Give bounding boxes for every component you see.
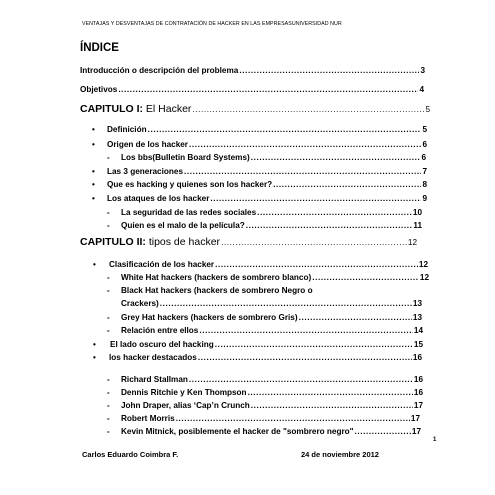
toc-entry[interactable] <box>107 208 422 219</box>
toc-entry-page: 17 <box>413 401 423 410</box>
toc-entry[interactable] <box>107 414 420 425</box>
toc-entry[interactable] <box>93 353 422 364</box>
toc-entry[interactable] <box>107 221 422 232</box>
toc-leader <box>257 208 412 218</box>
toc-entry-page: 16 <box>413 388 423 397</box>
dash-bullet: - <box>107 427 110 436</box>
toc-entry[interactable] <box>92 125 427 136</box>
toc-entry-label: Que es hacking y quienes son los hacker? <box>107 180 273 189</box>
toc-entry-label: Dennis Ritchie y Ken Thompson <box>121 388 247 397</box>
toc-leader <box>312 273 419 283</box>
toc-entry-label: White Hat hackers (hackers de sombrero blanco) <box>121 273 312 282</box>
toc-leader <box>199 326 413 336</box>
toc-entry[interactable] <box>80 85 424 96</box>
toc-leader <box>192 105 424 115</box>
toc-entry-page: 12 <box>418 260 428 269</box>
bullet-icon: • <box>92 140 95 149</box>
toc-entry[interactable] <box>92 140 427 151</box>
toc-chapter-number: CAPITULO II: <box>80 236 146 248</box>
toc-entry-label: Grey Hat hackers (hackers de sombrero Gris) <box>121 313 298 322</box>
toc-entry-label: Las 3 generaciones <box>107 167 183 176</box>
toc-leader <box>184 167 421 177</box>
toc-entry-label: Black Hat hackers (hackers de sombrero Negro o <box>121 286 313 295</box>
dash-bullet: - <box>107 313 110 322</box>
toc-entry-page: 10 <box>412 208 422 217</box>
bullet-icon: • <box>93 340 96 349</box>
toc-entry[interactable] <box>93 340 423 351</box>
dash-bullet: - <box>107 208 110 217</box>
toc-entry-label: El lado oscuro del hacking <box>110 340 214 349</box>
toc-leader <box>189 140 421 150</box>
toc-entry-page: 7 <box>422 167 427 176</box>
toc-leader <box>239 66 419 76</box>
toc-entry-label: Objetivos <box>80 85 118 94</box>
page-title: ÍNDICE <box>80 42 119 54</box>
toc-entry-page: 6 <box>422 140 427 149</box>
toc-entry-label: Crackers) <box>121 299 159 308</box>
dash-bullet: - <box>107 388 110 397</box>
toc-leader <box>198 353 412 363</box>
bullet-icon: • <box>92 125 95 134</box>
toc-leader <box>118 85 418 95</box>
toc-entry[interactable] <box>107 375 423 386</box>
toc-leader <box>273 180 421 190</box>
toc-entry-label: Los ataques de los hacker <box>107 194 210 203</box>
toc-entry[interactable] <box>93 260 428 271</box>
toc-entry[interactable] <box>107 427 421 438</box>
toc-entry-label: los hacker destacados <box>109 353 197 362</box>
bullet-icon: • <box>92 194 95 203</box>
toc-leader <box>221 238 407 248</box>
toc-entry-label: Introducción o descripción del problema <box>80 66 239 75</box>
toc-leader <box>246 221 413 231</box>
toc-entry-label: Clasificación de los hacker <box>109 260 215 269</box>
toc-entry-label: John Draper, alias ‘Cap’n Crunch <box>121 401 250 410</box>
dash-bullet: - <box>107 221 110 230</box>
toc-entry-page: 12 <box>407 238 417 247</box>
toc-entry[interactable] <box>107 273 429 284</box>
footer-date: 24 de noviembre 2012 <box>301 450 379 459</box>
toc-entry-label: Definición <box>107 125 147 134</box>
toc-chapter-title: El Hacker <box>143 103 192 115</box>
page-number: 1 <box>433 437 437 443</box>
toc-entry-label: Quien es el malo de la película? <box>121 221 245 230</box>
toc-entry[interactable] <box>107 313 422 324</box>
toc-entry-page: 16 <box>412 353 422 362</box>
toc-entry-label: Richard Stallman <box>121 375 188 384</box>
toc-leader <box>148 125 422 135</box>
dash-bullet: - <box>107 153 110 162</box>
toc-entry[interactable] <box>92 167 427 178</box>
toc-entry-page: 11 <box>413 221 422 230</box>
dash-bullet: - <box>107 273 110 282</box>
toc-entry-page: 3 <box>420 66 425 75</box>
toc-leader <box>248 388 413 398</box>
toc-entry-page: 17 <box>410 414 420 423</box>
toc-entry-label: Relación entre ellos <box>121 326 199 335</box>
toc-entry-page: 17 <box>411 427 421 436</box>
toc-leader <box>355 427 411 437</box>
dash-bullet: - <box>107 414 110 423</box>
toc-entry-label: Origen de los hacker <box>107 140 188 149</box>
bullet-icon: • <box>92 167 95 176</box>
bullet-icon: • <box>93 260 96 269</box>
bullet-icon: • <box>93 353 96 362</box>
toc-chapter-entry[interactable] <box>80 104 430 117</box>
toc-entry[interactable] <box>107 326 423 337</box>
toc-entry-label: Robert Morris <box>121 414 175 423</box>
toc-chapter-number: CAPITULO I: <box>80 103 143 115</box>
dash-bullet: - <box>107 286 110 295</box>
toc-entry-label: La seguridad de las redes sociales <box>121 208 257 217</box>
toc-entry-label: Los bbs(Bulletin Board Systems) <box>121 153 250 162</box>
toc-entry-page: 4 <box>419 85 424 94</box>
toc-entry-page: 8 <box>422 180 427 189</box>
toc-entry-page: 12 <box>419 273 429 282</box>
toc-entry-page: 15 <box>413 340 423 349</box>
toc-entry-page: 16 <box>413 375 423 384</box>
footer-author: Carlos Eduardo Coimbra F. <box>82 450 179 459</box>
toc-leader <box>160 299 412 309</box>
toc-entry-page: 9 <box>422 194 427 203</box>
toc-chapter-entry[interactable] <box>80 237 417 250</box>
toc-leader <box>210 194 421 204</box>
toc-entry-label: Kevin Mitnick, posiblemente el hacker de "sombrero negro" <box>121 427 354 436</box>
toc-entry-continuation[interactable] <box>121 299 422 310</box>
toc-leader <box>189 375 413 385</box>
toc-entry[interactable] <box>107 401 423 412</box>
toc-leader <box>251 153 421 163</box>
toc-entry[interactable] <box>107 153 426 164</box>
toc-leader <box>176 414 410 424</box>
toc-leader <box>215 260 418 270</box>
toc-entry[interactable] <box>107 388 423 399</box>
dash-bullet: - <box>107 401 110 410</box>
toc-entry-page: 5 <box>422 125 427 134</box>
toc-entry[interactable] <box>92 180 427 191</box>
dash-bullet: - <box>107 375 110 384</box>
toc-leader <box>215 340 413 350</box>
toc-entry-page: 13 <box>412 299 422 308</box>
page-header: VENTAJAS Y DESVENTAJAS DE CONTRATACIÓN DE HACKER EN LAS EMPRESASUNIVERSIDAD NUR <box>82 21 342 27</box>
toc-entry-page: 6 <box>421 153 426 162</box>
toc-entry[interactable] <box>92 194 427 205</box>
toc-entry-page: 5 <box>425 105 430 114</box>
bullet-icon: • <box>92 180 95 189</box>
toc-leader <box>251 401 413 411</box>
toc-chapter-title: tipos de hacker <box>145 236 221 248</box>
toc-entry-page: 14 <box>413 326 423 335</box>
toc-entry-page: 13 <box>412 313 422 322</box>
toc-entry[interactable] <box>80 66 425 77</box>
dash-bullet: - <box>107 326 110 335</box>
toc-entry[interactable] <box>107 286 429 297</box>
toc-leader <box>299 313 412 323</box>
